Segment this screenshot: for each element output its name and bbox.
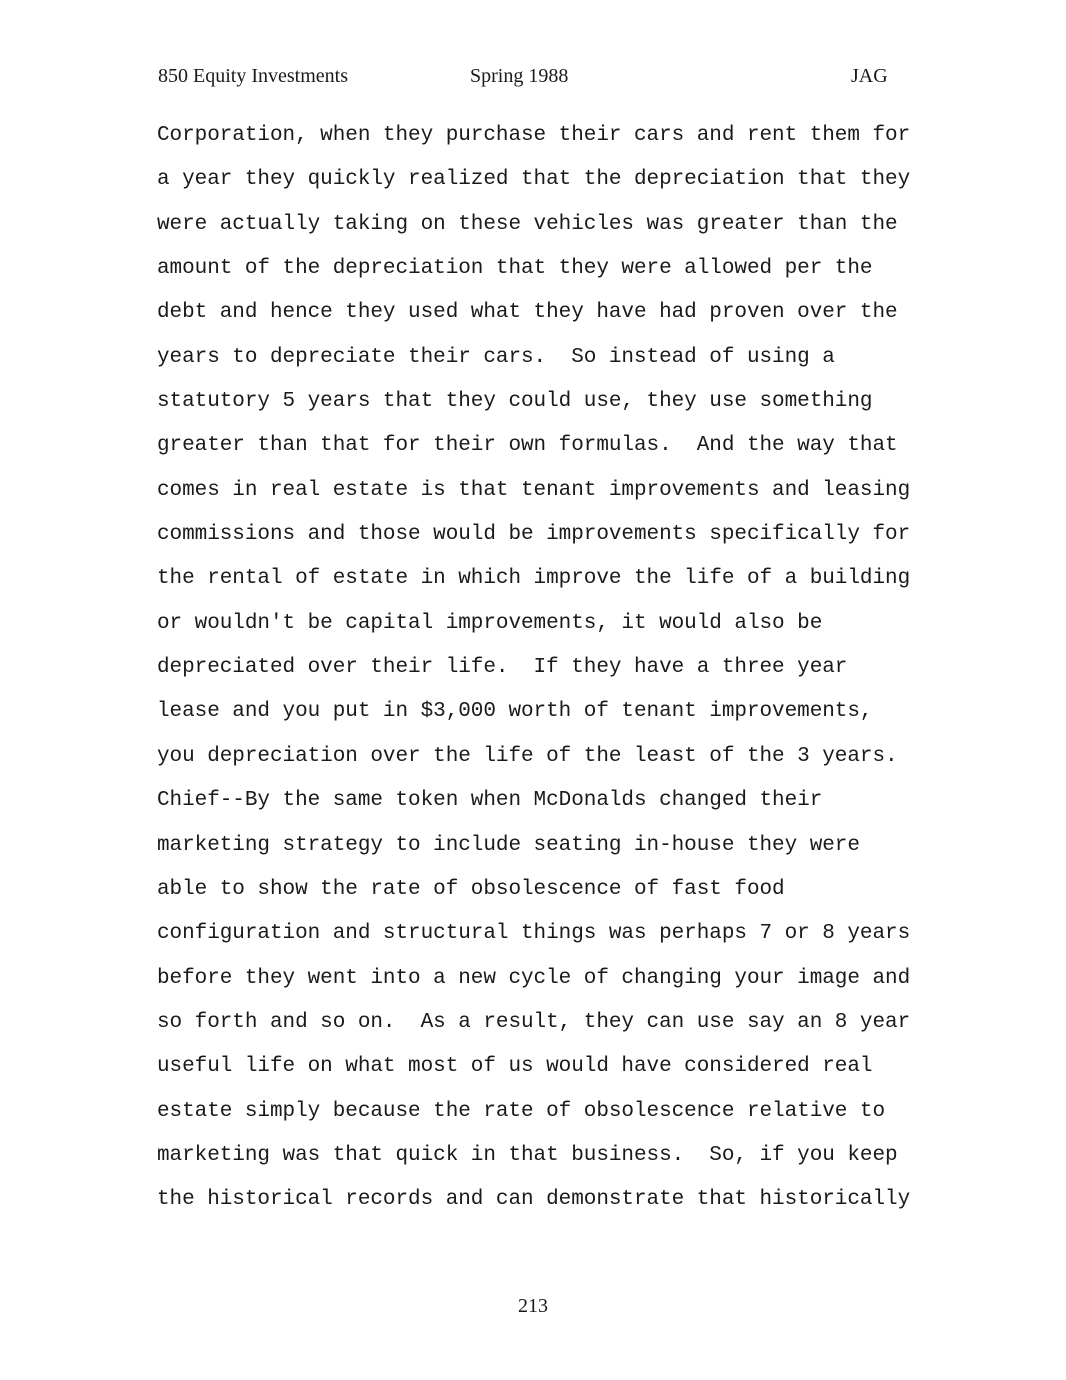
text-line: Chief--By the same token when McDonalds changed their [157, 789, 823, 813]
text-line: you depreciation over the life of the least of the 3 years. [157, 744, 898, 768]
text-line: so forth and so on. As a result, they can use say an 8 year [157, 1010, 911, 1034]
text-line: depreciated over their life. If they have a three year [157, 656, 848, 680]
text-line: or wouldn't be capital improvements, it would also be [157, 611, 823, 635]
text-line: Corporation, when they purchase their cars and rent them for [157, 124, 911, 147]
page-header [0, 62, 1066, 90]
text-line: the historical records and can demonstrate that historically [157, 1188, 911, 1212]
text-line: marketing strategy to include seating in-house they were [157, 833, 860, 857]
text-line: debt and hence they used what they have had proven over the [157, 301, 898, 325]
text-line: the rental of estate in which improve the life of a building [157, 567, 911, 591]
text-line: a year they quickly realized that the depreciation that they [157, 168, 911, 192]
header-term: Spring 1988 [470, 65, 569, 87]
text-line: useful life on what most of us would have considered real [157, 1055, 873, 1079]
header-course-title: 850 Equity Investments [158, 65, 348, 87]
text-line: years to depreciate their cars. So instead of using a [157, 345, 835, 369]
text-line: marketing was that quick in that business. So, if you keep [157, 1143, 898, 1167]
page-number: 213 [518, 1295, 548, 1317]
text-line: estate simply because the rate of obsolescence relative to [157, 1099, 886, 1123]
text-line: comes in real estate is that tenant improvements and leasing [157, 478, 911, 502]
text-line: commissions and those would be improvements specifically for [157, 523, 911, 547]
text-line: before they went into a new cycle of changing your image and [157, 966, 911, 990]
transcript-body [157, 114, 947, 1223]
text-line: lease and you put in $3,000 worth of tenant improvements, [157, 700, 873, 724]
text-line: statutory 5 years that they could use, they use something [157, 390, 873, 414]
text-line: amount of the depreciation that they were allowed per the [157, 257, 873, 281]
text-line: were actually taking on these vehicles was greater than the [157, 212, 898, 236]
text-line: able to show the rate of obsolescence of fast food [157, 877, 785, 901]
text-line: configuration and structural things was perhaps 7 or 8 years [157, 922, 911, 946]
text-line: greater than that for their own formulas. And the way that [157, 434, 898, 458]
header-initials: JAG [851, 65, 888, 87]
